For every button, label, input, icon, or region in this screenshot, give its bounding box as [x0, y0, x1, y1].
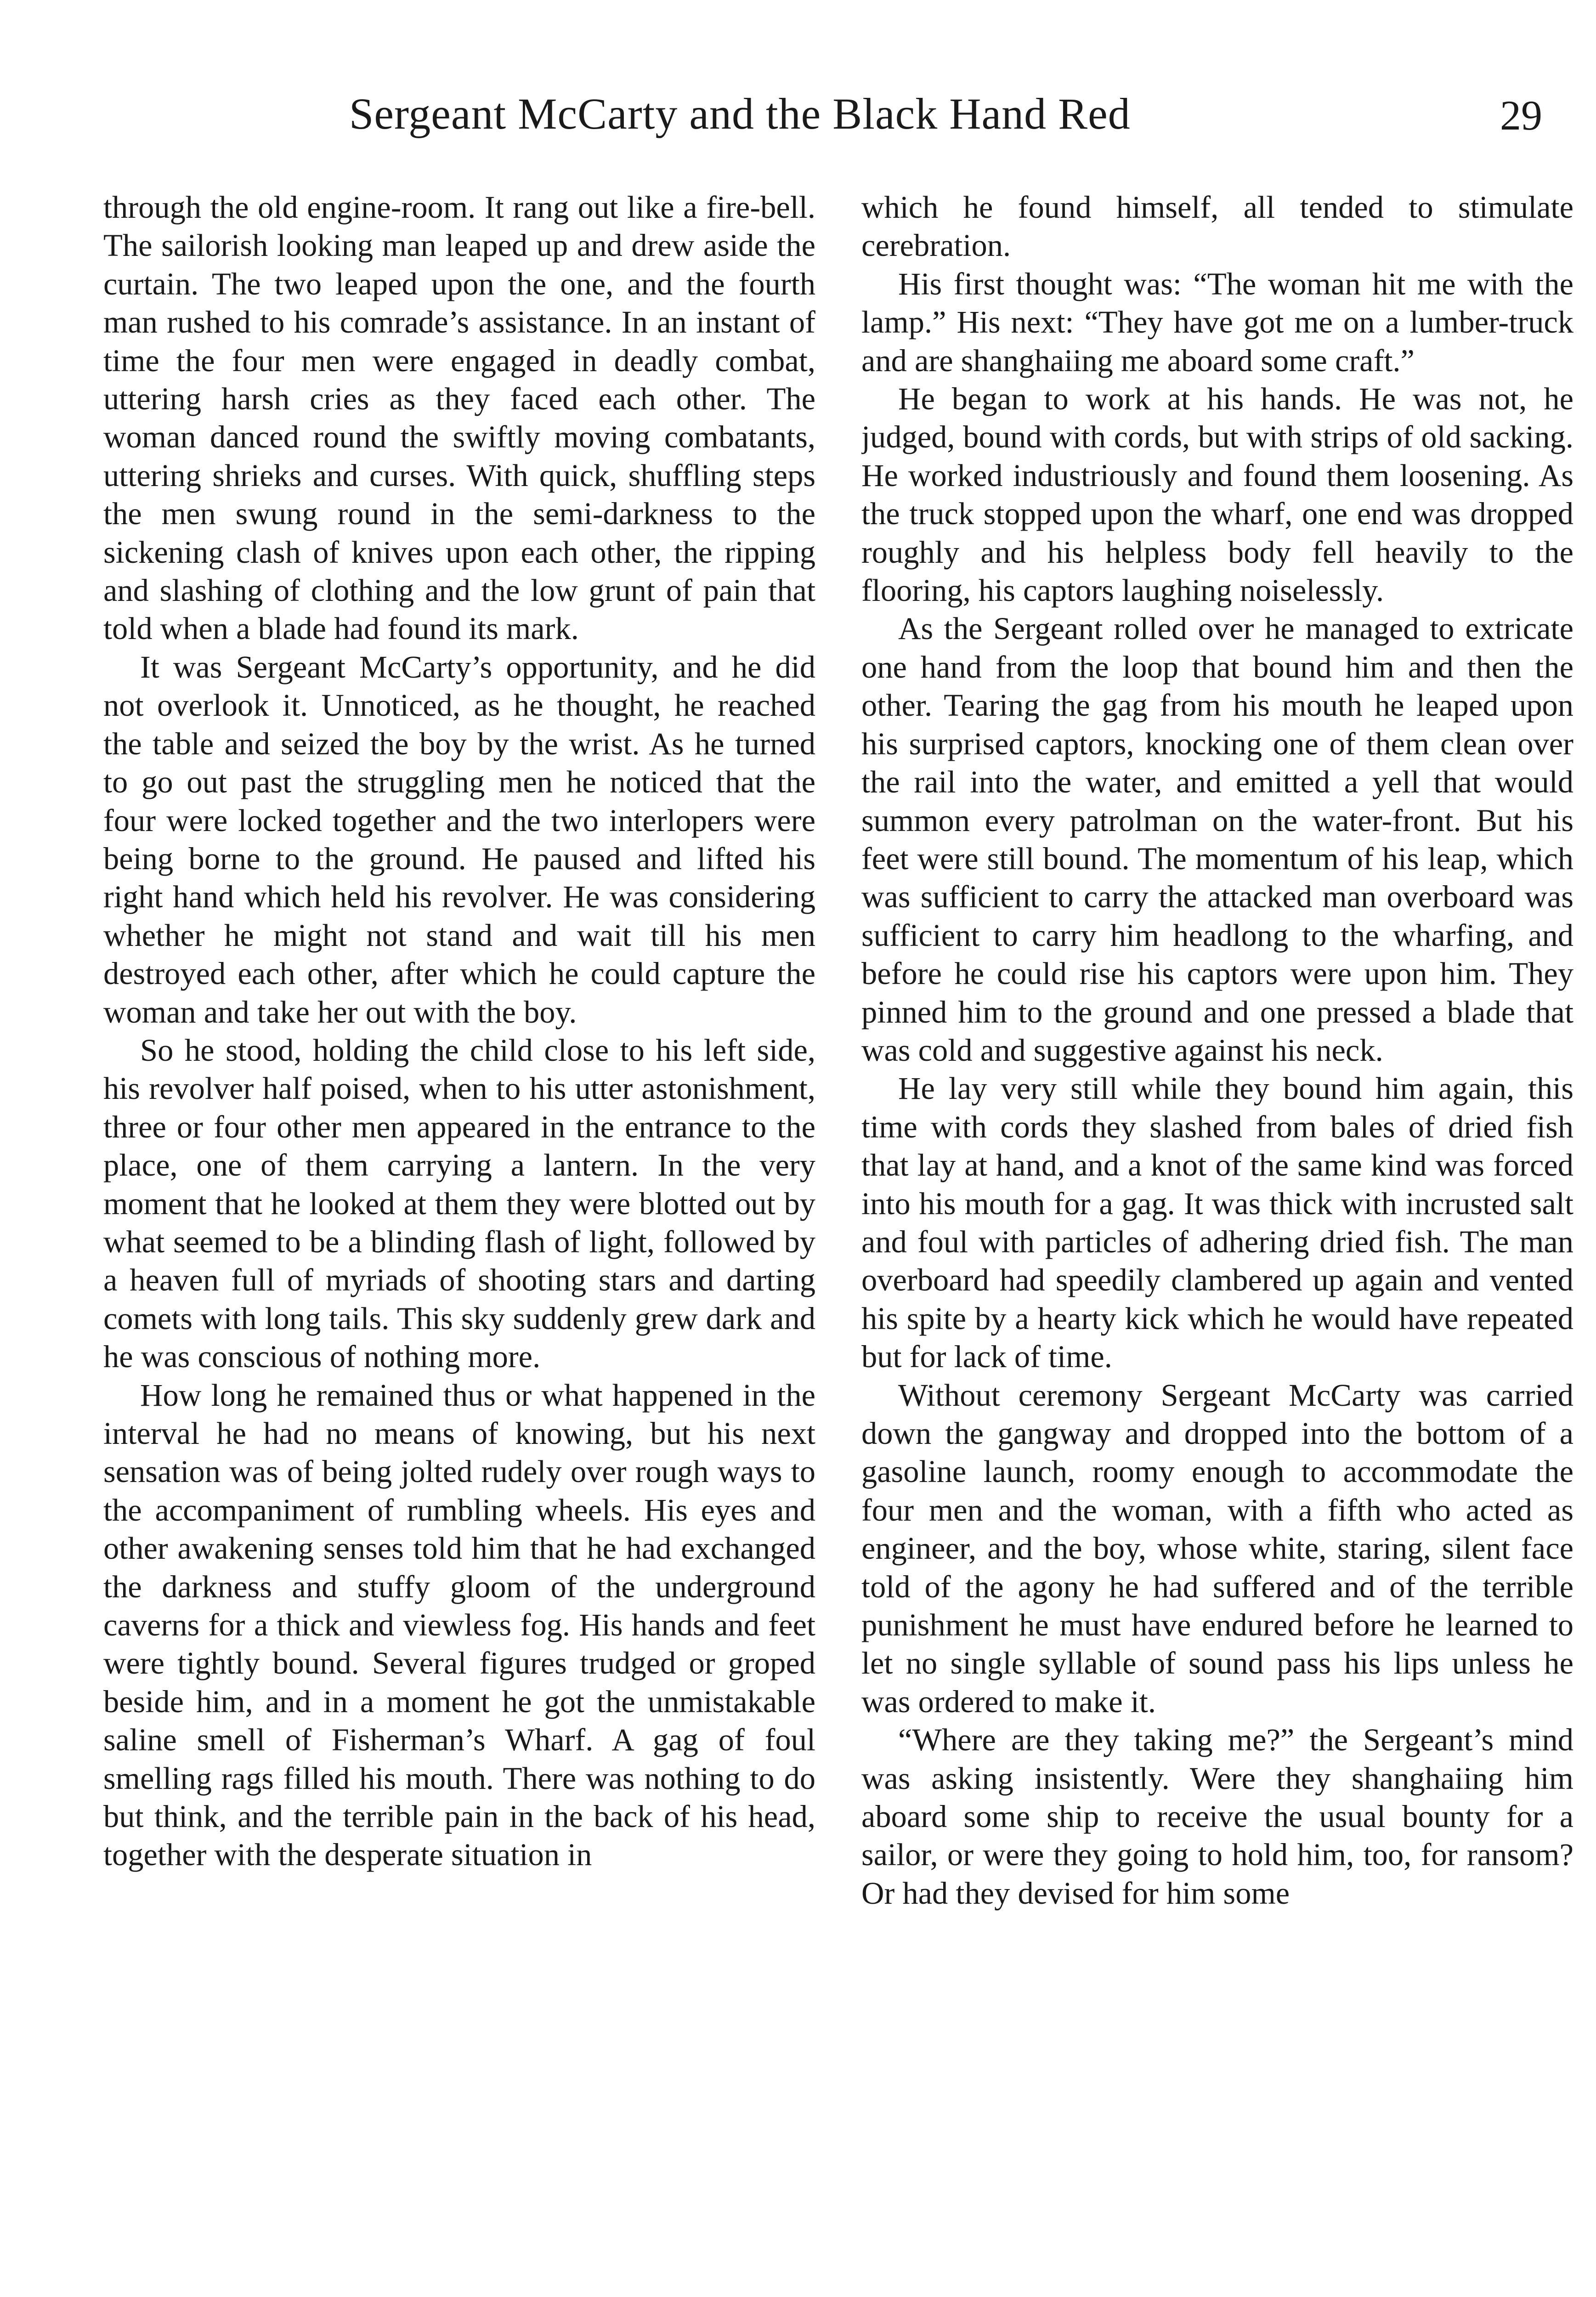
paragraph: “Where are they taking me?” the Sergeant’s mind was asking insistently. Were they shanghaiing him aboard some ship to receive the usual bounty for a sailor, or were they going to hold him, too, for ransom? Or had they devised for him some [861, 1722, 1573, 1911]
page-number: 29 [1500, 92, 1542, 139]
paragraph-continued: which he found himself, all tended to stimulate cerebration. [861, 190, 1573, 263]
paragraph: Without ceremony Sergeant McCarty was carried down the gangway and dropped into the bottom of a gasoline launch, roomy enough to accommodate the four men and the woman, with a fifth who acted as engineer, and the boy, whose white, staring, silent face told of the agony he had suffered and of the terrible punishment he must have endured before he learned to let no single syllable of sound pass his lips unless he was ordered to make it. [861, 1377, 1573, 1719]
paragraph: He lay very still while they bound him again, this time with cords they slashed from bales of dried fish that lay at hand, and a knot of the same kind was forced into his mouth for a gag. It was thick with incrusted salt and foul with particles of adhering dried fish. The man overboard had speedily clambered up again and vented his spite by a hearty kick which he would have repeated but for lack of time. [861, 1071, 1573, 1375]
text-column-right [861, 188, 1573, 2297]
paragraph: As the Sergeant rolled over he managed to extricate one hand from the loop that bound him and then the other. Tearing the gag from his mouth he leaped upon his surprised captors, knocking one of them clean over the rail into the water, and emitted a yell that would summon every patrolman on the water-front. But his feet were still bound. The momentum of his leap, which was sufficient to carry the attacked man overboard was sufficient to carry him headlong to the wharfing, and before he could rise his captors were upon him. They pinned him to the ground and one pressed a blade that was cold and suggestive against his neck. [861, 611, 1573, 1068]
paragraph: How long he remained thus or what happened in the interval he had no means of knowing, but his next sensation was of being jolted rudely over rough ways to the accompaniment of rumbling wheels. His eyes and other awakening senses told him that he had exchanged the darkness and stuffy gloom of the underground caverns for a thick and viewless fog. His hands and feet were tightly bound. Several figures trudged or groped beside him, and in a moment he got the unmistakable saline smell of Fisherman’s Wharf. A gag of foul smelling rags filled his mouth. There was nothing to do but think, and the terrible pain in the back of his head, together with the desperate situation in [103, 1377, 815, 1873]
running-title: Sergeant McCarty and the Black Hand Red [349, 89, 1131, 138]
paragraph-continued: through the old engine-room. It rang out like a fire-bell. The sailorish looking man leaped up and drew aside the curtain. The two leaped upon the one, and the fourth man rushed to his comrade’s assistance. In an instant of time the four men were engaged in deadly combat, uttering harsh cries as they faced each other. The woman danced round the swiftly moving combatants, uttering shrieks and curses. With quick, shuffling steps the men swung round in the semi-darkness to the sickening clash of knives upon each other, the ripping and slashing of clothing and the low grunt of pain that told when a blade had found its mark. [103, 190, 815, 646]
paragraph: So he stood, holding the child close to his left side, his revolver half poised, when to his utter astonishment, three or four other men appeared in the entrance to the place, one of them carrying a lantern. In the very moment that he looked at them they were blotted out by what seemed to be a blinding flash of light, followed by a heaven full of myriads of shooting stars and darting comets with long tails. This sky suddenly grew dark and he was conscious of nothing more. [103, 1032, 815, 1375]
paragraph: His first thought was: “The woman hit me with the lamp.” His next: “They have got me on a lumber-truck and are shanghaiing me aboard some craft.” [861, 266, 1573, 378]
text-column-left [103, 188, 815, 2297]
paragraph: He began to work at his hands. He was not, he judged, bound with cords, but with strips of old sacking. He worked industriously and found them loosening. As the truck stopped upon the wharf, one end was dropped roughly and his helpless body fell heavily to the flooring, his captors laughing noiselessly. [861, 381, 1573, 608]
paragraph: It was Sergeant McCarty’s opportunity, and he did not overlook it. Unnoticed, as he thought, he reached the table and seized the boy by the wrist. As he turned to go out past the struggling men he noticed that the four were locked together and the two interlopers were being borne to the ground. He paused and lifted his right hand which held his revolver. He was considering whether he might not stand and wait till his men destroyed each other, after which he could capture the woman and take her out with the boy. [103, 649, 815, 1030]
